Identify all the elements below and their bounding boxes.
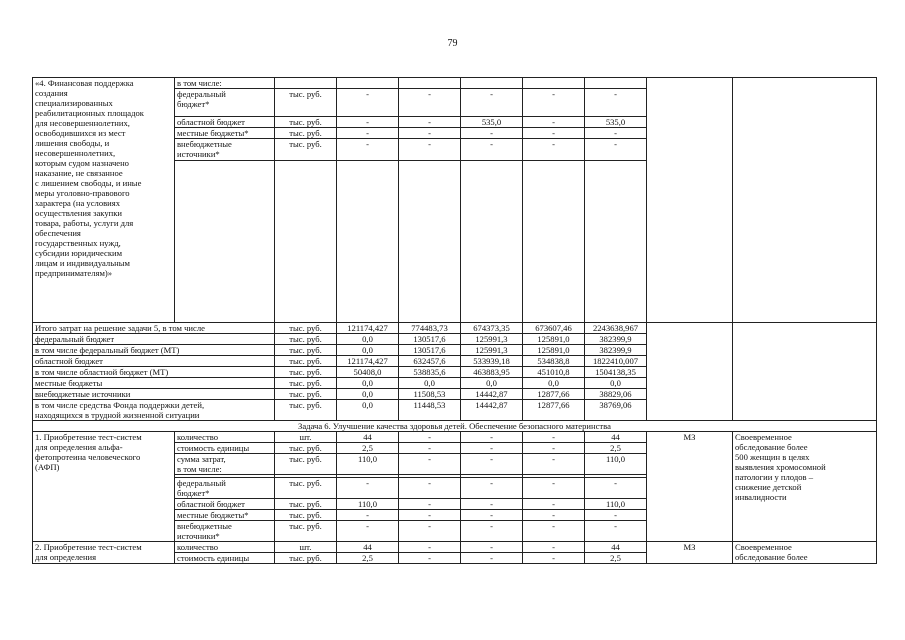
- total-label: в том числе средства Фонда поддержки детей, находящихся в трудной жизненной ситуации: [33, 400, 275, 421]
- indicator: количество: [175, 432, 275, 443]
- unit: тыс. руб.: [275, 400, 337, 421]
- unit: тыс. руб.: [275, 334, 337, 345]
- executor: МЗ: [647, 542, 733, 564]
- table-row: сумма затрат, в том числе: тыс. руб. 110,0 - - - 110,0: [33, 454, 877, 475]
- funding-source: областной бюджет: [175, 499, 275, 510]
- funding-source: местные бюджеты*: [175, 128, 275, 139]
- table-row: внебюджетные источники тыс. руб. 0,0 11508,53 14442,87 12877,66 38829,06: [33, 389, 877, 400]
- table-row: областной бюджет тыс. руб. 110,0 - - - 110,0: [33, 499, 877, 510]
- table-row: [33, 421, 877, 432]
- unit: тыс. руб.: [275, 367, 337, 378]
- funding-source: внебюджетные источники*: [175, 139, 275, 161]
- table-row: 2. Приобретение тест-систем для определения количество шт. 44 - - - 44 МЗ Своевременное обследование более: [33, 542, 877, 553]
- funding-source: федеральный бюджет*: [175, 89, 275, 117]
- table-row: стоимость единицы тыс. руб. 2,5 - - - 2,5: [33, 443, 877, 454]
- table-row: стоимость единицы тыс. руб. 2,5 - - - 2,5: [33, 553, 877, 564]
- funding-source: внебюджетные источники*: [175, 521, 275, 542]
- unit: тыс. руб.: [275, 128, 337, 139]
- unit: тыс. руб.: [275, 478, 337, 499]
- unit: тыс. руб.: [275, 139, 337, 161]
- table-row: местные бюджеты* тыс. руб. - - - - -: [33, 510, 877, 521]
- table-row: федеральный бюджет* тыс. руб. - - - - -: [33, 89, 877, 117]
- indicator: сумма затрат, в том числе:: [175, 454, 275, 475]
- table-row: федеральный бюджет* тыс. руб. - - - - -: [33, 478, 877, 499]
- unit: тыс. руб.: [275, 553, 337, 564]
- total-label: федеральный бюджет: [33, 334, 275, 345]
- table-row: местные бюджеты тыс. руб. 0,0 0,0 0,0 0,0 0,0: [33, 378, 877, 389]
- total-label: в том числе областной бюджет (МТ): [33, 367, 275, 378]
- table-row: внебюджетные источники* тыс. руб. - - - - -: [33, 521, 877, 542]
- table-row: областной бюджет тыс. руб. 121174,427 632457,6 533939,18 534838,8 1822410,007: [33, 356, 877, 367]
- unit: тыс. руб.: [275, 345, 337, 356]
- page-number: 79: [447, 38, 458, 49]
- executor: МЗ: [647, 432, 733, 542]
- table-row: областной бюджет тыс. руб. - - 535,0 - 535,0: [33, 117, 877, 128]
- unit: тыс. руб.: [275, 443, 337, 454]
- measure-title: «4. Финансовая поддержка создания специализированных реабилитационных площадок для несовершеннолетних, освободившихся из мест лишения свободы, и несовершеннолетних, которым судом назначено наказание, не связанное с лишением свободы, и иные меры уголовно-правового характера (на условиях осуществления закупки товара, работы, услуги для обеспечения государственных нужд, субсидии юридическим лицам и индивидуальным предпринимателям)»: [33, 78, 175, 323]
- funding-source: областной бюджет: [175, 117, 275, 128]
- indicator: стоимость единицы: [175, 443, 275, 454]
- total-label: внебюджетные источники: [33, 389, 275, 400]
- unit: тыс. руб.: [275, 499, 337, 510]
- unit: тыс. руб.: [275, 378, 337, 389]
- table-row: в том числе средства Фонда поддержки детей, находящихся в трудной жизненной ситуации тыс. руб. 0,0 11448,53 14442,87 12877,66 38769,06: [33, 400, 877, 421]
- value-cell: 535,0: [585, 117, 647, 128]
- table-row: 1. Приобретение тест-систем для определения альфа- фетопротеина человеческого (АФП) количество шт. 44 - - - 44 МЗ Своевременное обследование более 500 женщин в целях выявления хромосомной патологии у плодов – снижение детской инвалидности: [33, 432, 877, 443]
- total-label: местные бюджеты: [33, 378, 275, 389]
- unit: тыс. руб.: [275, 356, 337, 367]
- funding-source: в том числе:: [175, 78, 275, 89]
- measure-title: 2. Приобретение тест-систем для определения: [33, 542, 175, 564]
- unit: тыс. руб.: [275, 521, 337, 542]
- indicator: количество: [175, 542, 275, 553]
- expected-result: Своевременное обследование более 500 женщин в целях выявления хромосомной патологии у плодов – снижение детской инвалидности: [733, 432, 877, 542]
- unit: тыс. руб.: [275, 89, 337, 117]
- expected-result: Своевременное обследование более: [733, 542, 877, 564]
- unit: тыс. руб.: [275, 117, 337, 128]
- measure-title: 1. Приобретение тест-систем для определения альфа- фетопротеина человеческого (АФП): [33, 432, 175, 542]
- program-table: [32, 77, 877, 564]
- table-row: в том числе федеральный бюджет (МТ) тыс. руб. 0,0 130517,6 125991,3 125891,0 382399,9: [33, 345, 877, 356]
- value-cell: 535,0: [461, 117, 523, 128]
- table-row: [33, 78, 877, 89]
- task-header: Задача 6. Улучшение качества здоровья детей. Обеспечение безопасного материнства: [33, 421, 877, 432]
- unit: шт.: [275, 432, 337, 443]
- total-label: областной бюджет: [33, 356, 275, 367]
- funding-source: федеральный бюджет*: [175, 478, 275, 499]
- total-label: в том числе федеральный бюджет (МТ): [33, 345, 275, 356]
- unit: шт.: [275, 542, 337, 553]
- funding-source: местные бюджеты*: [175, 510, 275, 521]
- unit: тыс. руб.: [275, 389, 337, 400]
- indicator: стоимость единицы: [175, 553, 275, 564]
- unit: тыс. руб.: [275, 510, 337, 521]
- table-row: в том числе областной бюджет (МТ) тыс. руб. 50408,0 538835,6 463883,95 451010,8 1504138,35: [33, 367, 877, 378]
- unit: тыс. руб.: [275, 323, 337, 334]
- table-row: федеральный бюджет тыс. руб. 0,0 130517,6 125991,3 125891,0 382399,9: [33, 334, 877, 345]
- table-row: местные бюджеты* тыс. руб. - - - - -: [33, 128, 877, 139]
- table-row: Итого затрат на решение задачи 5, в том числе тыс. руб. 121174,427 774483,73 674373,35 673607,46 2243638,967: [33, 323, 877, 334]
- total-label: Итого затрат на решение задачи 5, в том числе: [33, 323, 275, 334]
- table-row: внебюджетные источники* тыс. руб. - - - - -: [33, 139, 877, 161]
- unit: тыс. руб.: [275, 454, 337, 475]
